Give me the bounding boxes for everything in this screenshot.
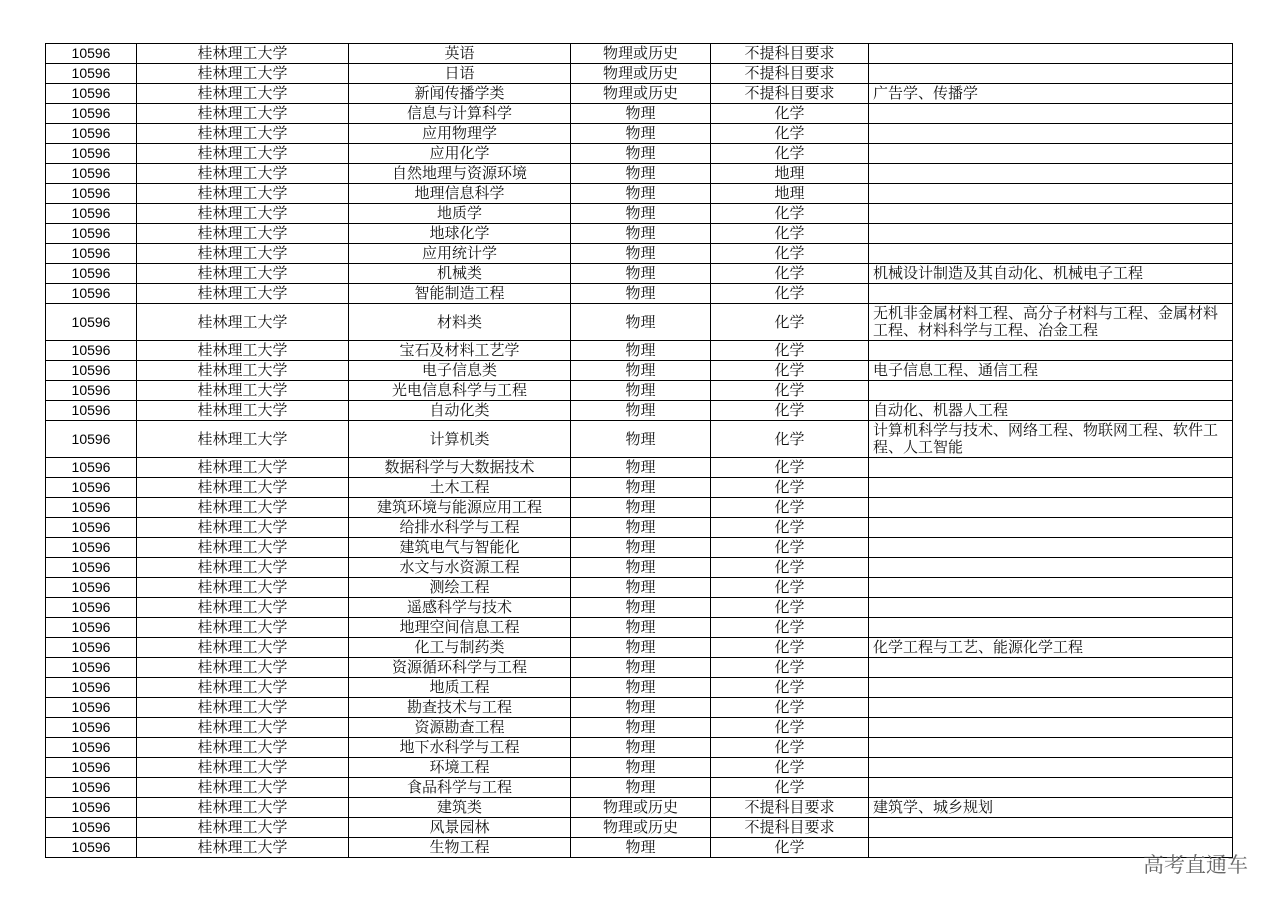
table-row: [46, 738, 1233, 758]
second-subject-requirement-cell: 化学: [711, 224, 869, 244]
second-subject-requirement-cell: 不提科目要求: [711, 84, 869, 104]
first-subject-cell: 物理: [571, 381, 711, 401]
included-majors-cell: 自动化、机器人工程: [869, 401, 1233, 421]
first-subject-cell: 物理: [571, 618, 711, 638]
major-name-cell: 地质学: [349, 204, 571, 224]
included-majors-cell: [869, 44, 1233, 64]
included-majors-cell: [869, 738, 1233, 758]
first-subject-cell: 物理: [571, 401, 711, 421]
second-subject-requirement-cell: 化学: [711, 341, 869, 361]
subject-requirement-table: [45, 43, 1233, 858]
included-majors-cell: 计算机科学与技术、网络工程、物联网工程、软件工程、人工智能: [869, 421, 1233, 458]
included-majors-cell: [869, 64, 1233, 84]
school-name-cell: 桂林理工大学: [137, 618, 349, 638]
second-subject-requirement-cell: 化学: [711, 284, 869, 304]
school-code-cell: 10596: [46, 124, 137, 144]
first-subject-cell: 物理: [571, 164, 711, 184]
first-subject-cell: 物理: [571, 758, 711, 778]
table-row: [46, 224, 1233, 244]
school-code-cell: 10596: [46, 618, 137, 638]
major-name-cell: 光电信息科学与工程: [349, 381, 571, 401]
first-subject-cell: 物理: [571, 718, 711, 738]
school-name-cell: 桂林理工大学: [137, 678, 349, 698]
major-name-cell: 遥感科学与技术: [349, 598, 571, 618]
included-majors-cell: [869, 224, 1233, 244]
included-majors-cell: [869, 204, 1233, 224]
school-code-cell: 10596: [46, 778, 137, 798]
school-code-cell: 10596: [46, 638, 137, 658]
table-row: [46, 84, 1233, 104]
school-code-cell: 10596: [46, 304, 137, 341]
first-subject-cell: 物理: [571, 304, 711, 341]
school-name-cell: 桂林理工大学: [137, 798, 349, 818]
table-row: [46, 698, 1233, 718]
table-row: [46, 818, 1233, 838]
table-row: [46, 618, 1233, 638]
major-name-cell: 资源循环科学与工程: [349, 658, 571, 678]
table-row: [46, 304, 1233, 341]
school-code-cell: 10596: [46, 164, 137, 184]
school-name-cell: 桂林理工大学: [137, 304, 349, 341]
table-row: [46, 678, 1233, 698]
major-name-cell: 地球化学: [349, 224, 571, 244]
school-name-cell: 桂林理工大学: [137, 658, 349, 678]
table-row: [46, 421, 1233, 458]
school-code-cell: 10596: [46, 204, 137, 224]
school-code-cell: 10596: [46, 698, 137, 718]
school-name-cell: 桂林理工大学: [137, 184, 349, 204]
table-row: [46, 478, 1233, 498]
first-subject-cell: 物理: [571, 518, 711, 538]
second-subject-requirement-cell: 化学: [711, 264, 869, 284]
included-majors-cell: [869, 124, 1233, 144]
major-name-cell: 电子信息类: [349, 361, 571, 381]
major-name-cell: 土木工程: [349, 478, 571, 498]
second-subject-requirement-cell: 化学: [711, 381, 869, 401]
school-code-cell: 10596: [46, 184, 137, 204]
second-subject-requirement-cell: 化学: [711, 498, 869, 518]
major-name-cell: 宝石及材料工艺学: [349, 341, 571, 361]
second-subject-requirement-cell: 化学: [711, 638, 869, 658]
major-name-cell: 生物工程: [349, 838, 571, 858]
second-subject-requirement-cell: 不提科目要求: [711, 64, 869, 84]
major-name-cell: 环境工程: [349, 758, 571, 778]
table-row: [46, 381, 1233, 401]
included-majors-cell: 机械设计制造及其自动化、机械电子工程: [869, 264, 1233, 284]
second-subject-requirement-cell: 化学: [711, 478, 869, 498]
school-code-cell: 10596: [46, 838, 137, 858]
second-subject-requirement-cell: 化学: [711, 658, 869, 678]
school-name-cell: 桂林理工大学: [137, 44, 349, 64]
included-majors-cell: [869, 818, 1233, 838]
school-code-cell: 10596: [46, 361, 137, 381]
school-code-cell: 10596: [46, 44, 137, 64]
second-subject-requirement-cell: 化学: [711, 618, 869, 638]
school-name-cell: 桂林理工大学: [137, 698, 349, 718]
first-subject-cell: 物理: [571, 284, 711, 304]
first-subject-cell: 物理或历史: [571, 84, 711, 104]
major-name-cell: 数据科学与大数据技术: [349, 458, 571, 478]
school-name-cell: 桂林理工大学: [137, 421, 349, 458]
first-subject-cell: 物理或历史: [571, 798, 711, 818]
school-name-cell: 桂林理工大学: [137, 458, 349, 478]
school-name-cell: 桂林理工大学: [137, 224, 349, 244]
table-row: [46, 124, 1233, 144]
first-subject-cell: 物理: [571, 598, 711, 618]
table-row: [46, 64, 1233, 84]
major-name-cell: 日语: [349, 64, 571, 84]
first-subject-cell: 物理: [571, 698, 711, 718]
first-subject-cell: 物理: [571, 184, 711, 204]
school-code-cell: 10596: [46, 104, 137, 124]
first-subject-cell: 物理: [571, 478, 711, 498]
table-row: [46, 341, 1233, 361]
school-code-cell: 10596: [46, 738, 137, 758]
first-subject-cell: 物理: [571, 558, 711, 578]
table-row: [46, 838, 1233, 858]
table-row: [46, 44, 1233, 64]
table-row: [46, 184, 1233, 204]
major-name-cell: 机械类: [349, 264, 571, 284]
first-subject-cell: 物理: [571, 538, 711, 558]
school-name-cell: 桂林理工大学: [137, 64, 349, 84]
major-name-cell: 水文与水资源工程: [349, 558, 571, 578]
major-name-cell: 自动化类: [349, 401, 571, 421]
school-name-cell: 桂林理工大学: [137, 84, 349, 104]
second-subject-requirement-cell: 化学: [711, 558, 869, 578]
school-code-cell: 10596: [46, 798, 137, 818]
major-name-cell: 建筑类: [349, 798, 571, 818]
major-name-cell: 英语: [349, 44, 571, 64]
major-name-cell: 地下水科学与工程: [349, 738, 571, 758]
school-name-cell: 桂林理工大学: [137, 498, 349, 518]
second-subject-requirement-cell: 化学: [711, 598, 869, 618]
school-name-cell: 桂林理工大学: [137, 598, 349, 618]
second-subject-requirement-cell: 化学: [711, 244, 869, 264]
school-name-cell: 桂林理工大学: [137, 518, 349, 538]
school-code-cell: 10596: [46, 458, 137, 478]
school-code-cell: 10596: [46, 381, 137, 401]
included-majors-cell: [869, 144, 1233, 164]
table-row: [46, 458, 1233, 478]
second-subject-requirement-cell: 化学: [711, 401, 869, 421]
major-name-cell: 给排水科学与工程: [349, 518, 571, 538]
table-body: [46, 44, 1233, 858]
first-subject-cell: 物理或历史: [571, 44, 711, 64]
school-name-cell: 桂林理工大学: [137, 124, 349, 144]
major-name-cell: 应用物理学: [349, 124, 571, 144]
first-subject-cell: 物理: [571, 578, 711, 598]
school-name-cell: 桂林理工大学: [137, 538, 349, 558]
school-code-cell: 10596: [46, 498, 137, 518]
second-subject-requirement-cell: 不提科目要求: [711, 818, 869, 838]
first-subject-cell: 物理: [571, 204, 711, 224]
major-name-cell: 风景园林: [349, 818, 571, 838]
first-subject-cell: 物理: [571, 778, 711, 798]
table-row: [46, 518, 1233, 538]
school-name-cell: 桂林理工大学: [137, 244, 349, 264]
table-row: [46, 164, 1233, 184]
table-row: [46, 401, 1233, 421]
school-code-cell: 10596: [46, 224, 137, 244]
major-name-cell: 地质工程: [349, 678, 571, 698]
school-name-cell: 桂林理工大学: [137, 718, 349, 738]
first-subject-cell: 物理: [571, 838, 711, 858]
second-subject-requirement-cell: 化学: [711, 304, 869, 341]
school-name-cell: 桂林理工大学: [137, 284, 349, 304]
school-name-cell: 桂林理工大学: [137, 818, 349, 838]
table-row: [46, 538, 1233, 558]
school-name-cell: 桂林理工大学: [137, 341, 349, 361]
major-name-cell: 应用化学: [349, 144, 571, 164]
school-code-cell: 10596: [46, 264, 137, 284]
school-name-cell: 桂林理工大学: [137, 264, 349, 284]
school-name-cell: 桂林理工大学: [137, 144, 349, 164]
table-row: [46, 718, 1233, 738]
included-majors-cell: [869, 578, 1233, 598]
table-row: [46, 798, 1233, 818]
first-subject-cell: 物理: [571, 341, 711, 361]
school-name-cell: 桂林理工大学: [137, 361, 349, 381]
included-majors-cell: 化学工程与工艺、能源化学工程: [869, 638, 1233, 658]
included-majors-cell: [869, 718, 1233, 738]
school-code-cell: 10596: [46, 598, 137, 618]
included-majors-cell: [869, 558, 1233, 578]
first-subject-cell: 物理: [571, 498, 711, 518]
school-name-cell: 桂林理工大学: [137, 558, 349, 578]
included-majors-cell: [869, 778, 1233, 798]
major-name-cell: 建筑环境与能源应用工程: [349, 498, 571, 518]
major-name-cell: 应用统计学: [349, 244, 571, 264]
first-subject-cell: 物理: [571, 678, 711, 698]
first-subject-cell: 物理: [571, 144, 711, 164]
watermark-text: 高考直通车: [1143, 853, 1248, 877]
school-code-cell: 10596: [46, 758, 137, 778]
major-name-cell: 测绘工程: [349, 578, 571, 598]
school-code-cell: 10596: [46, 284, 137, 304]
school-code-cell: 10596: [46, 478, 137, 498]
included-majors-cell: [869, 498, 1233, 518]
included-majors-cell: 电子信息工程、通信工程: [869, 361, 1233, 381]
table-row: [46, 758, 1233, 778]
table-row: [46, 204, 1233, 224]
included-majors-cell: 建筑学、城乡规划: [869, 798, 1233, 818]
major-name-cell: 化工与制药类: [349, 638, 571, 658]
included-majors-cell: 无机非金属材料工程、高分子材料与工程、金属材料工程、材料科学与工程、冶金工程: [869, 304, 1233, 341]
first-subject-cell: 物理: [571, 458, 711, 478]
second-subject-requirement-cell: 化学: [711, 458, 869, 478]
school-name-cell: 桂林理工大学: [137, 838, 349, 858]
major-name-cell: 信息与计算科学: [349, 104, 571, 124]
included-majors-cell: [869, 284, 1233, 304]
second-subject-requirement-cell: 地理: [711, 184, 869, 204]
included-majors-cell: [869, 758, 1233, 778]
table-row: [46, 598, 1233, 618]
second-subject-requirement-cell: 化学: [711, 698, 869, 718]
included-majors-cell: [869, 381, 1233, 401]
included-majors-cell: [869, 598, 1233, 618]
first-subject-cell: 物理: [571, 658, 711, 678]
major-name-cell: 资源勘查工程: [349, 718, 571, 738]
school-name-cell: 桂林理工大学: [137, 104, 349, 124]
table-row: [46, 361, 1233, 381]
included-majors-cell: [869, 678, 1233, 698]
school-name-cell: 桂林理工大学: [137, 778, 349, 798]
table-row: [46, 638, 1233, 658]
first-subject-cell: 物理或历史: [571, 64, 711, 84]
table-row: [46, 498, 1233, 518]
second-subject-requirement-cell: 化学: [711, 838, 869, 858]
included-majors-cell: [869, 164, 1233, 184]
first-subject-cell: 物理: [571, 421, 711, 458]
included-majors-cell: [869, 618, 1233, 638]
included-majors-cell: [869, 518, 1233, 538]
major-name-cell: 食品科学与工程: [349, 778, 571, 798]
second-subject-requirement-cell: 化学: [711, 758, 869, 778]
second-subject-requirement-cell: 化学: [711, 518, 869, 538]
table-row: [46, 284, 1233, 304]
table-row: [46, 144, 1233, 164]
school-code-cell: 10596: [46, 518, 137, 538]
table-row: [46, 244, 1233, 264]
second-subject-requirement-cell: 化学: [711, 738, 869, 758]
second-subject-requirement-cell: 化学: [711, 538, 869, 558]
table-row: [46, 778, 1233, 798]
first-subject-cell: 物理: [571, 104, 711, 124]
school-code-cell: 10596: [46, 718, 137, 738]
included-majors-cell: [869, 104, 1233, 124]
table-row: [46, 558, 1233, 578]
second-subject-requirement-cell: 不提科目要求: [711, 798, 869, 818]
school-code-cell: 10596: [46, 341, 137, 361]
school-code-cell: 10596: [46, 421, 137, 458]
second-subject-requirement-cell: 化学: [711, 204, 869, 224]
school-code-cell: 10596: [46, 538, 137, 558]
included-majors-cell: [869, 658, 1233, 678]
second-subject-requirement-cell: 不提科目要求: [711, 44, 869, 64]
major-name-cell: 新闻传播学类: [349, 84, 571, 104]
second-subject-requirement-cell: 化学: [711, 361, 869, 381]
major-name-cell: 智能制造工程: [349, 284, 571, 304]
second-subject-requirement-cell: 化学: [711, 678, 869, 698]
school-code-cell: 10596: [46, 244, 137, 264]
school-name-cell: 桂林理工大学: [137, 758, 349, 778]
major-name-cell: 建筑电气与智能化: [349, 538, 571, 558]
school-code-cell: 10596: [46, 144, 137, 164]
school-name-cell: 桂林理工大学: [137, 164, 349, 184]
school-name-cell: 桂林理工大学: [137, 381, 349, 401]
school-code-cell: 10596: [46, 558, 137, 578]
second-subject-requirement-cell: 化学: [711, 578, 869, 598]
school-code-cell: 10596: [46, 818, 137, 838]
school-code-cell: 10596: [46, 401, 137, 421]
included-majors-cell: 广告学、传播学: [869, 84, 1233, 104]
second-subject-requirement-cell: 化学: [711, 718, 869, 738]
second-subject-requirement-cell: 化学: [711, 104, 869, 124]
school-name-cell: 桂林理工大学: [137, 638, 349, 658]
first-subject-cell: 物理: [571, 124, 711, 144]
major-name-cell: 材料类: [349, 304, 571, 341]
table-row: [46, 578, 1233, 598]
school-code-cell: 10596: [46, 578, 137, 598]
first-subject-cell: 物理: [571, 264, 711, 284]
first-subject-cell: 物理: [571, 361, 711, 381]
first-subject-cell: 物理或历史: [571, 818, 711, 838]
included-majors-cell: [869, 341, 1233, 361]
table-row: [46, 264, 1233, 284]
major-name-cell: 计算机类: [349, 421, 571, 458]
school-code-cell: 10596: [46, 678, 137, 698]
first-subject-cell: 物理: [571, 738, 711, 758]
included-majors-cell: [869, 458, 1233, 478]
major-name-cell: 勘查技术与工程: [349, 698, 571, 718]
school-name-cell: 桂林理工大学: [137, 204, 349, 224]
second-subject-requirement-cell: 化学: [711, 778, 869, 798]
included-majors-cell: [869, 184, 1233, 204]
major-name-cell: 地理信息科学: [349, 184, 571, 204]
table-row: [46, 104, 1233, 124]
included-majors-cell: [869, 538, 1233, 558]
first-subject-cell: 物理: [571, 224, 711, 244]
included-majors-cell: [869, 698, 1233, 718]
major-name-cell: 自然地理与资源环境: [349, 164, 571, 184]
second-subject-requirement-cell: 化学: [711, 421, 869, 458]
school-name-cell: 桂林理工大学: [137, 578, 349, 598]
school-name-cell: 桂林理工大学: [137, 401, 349, 421]
school-name-cell: 桂林理工大学: [137, 738, 349, 758]
included-majors-cell: [869, 478, 1233, 498]
school-code-cell: 10596: [46, 658, 137, 678]
first-subject-cell: 物理: [571, 638, 711, 658]
second-subject-requirement-cell: 化学: [711, 124, 869, 144]
second-subject-requirement-cell: 地理: [711, 164, 869, 184]
school-code-cell: 10596: [46, 84, 137, 104]
school-name-cell: 桂林理工大学: [137, 478, 349, 498]
first-subject-cell: 物理: [571, 244, 711, 264]
second-subject-requirement-cell: 化学: [711, 144, 869, 164]
table-row: [46, 658, 1233, 678]
school-code-cell: 10596: [46, 64, 137, 84]
major-name-cell: 地理空间信息工程: [349, 618, 571, 638]
included-majors-cell: [869, 244, 1233, 264]
